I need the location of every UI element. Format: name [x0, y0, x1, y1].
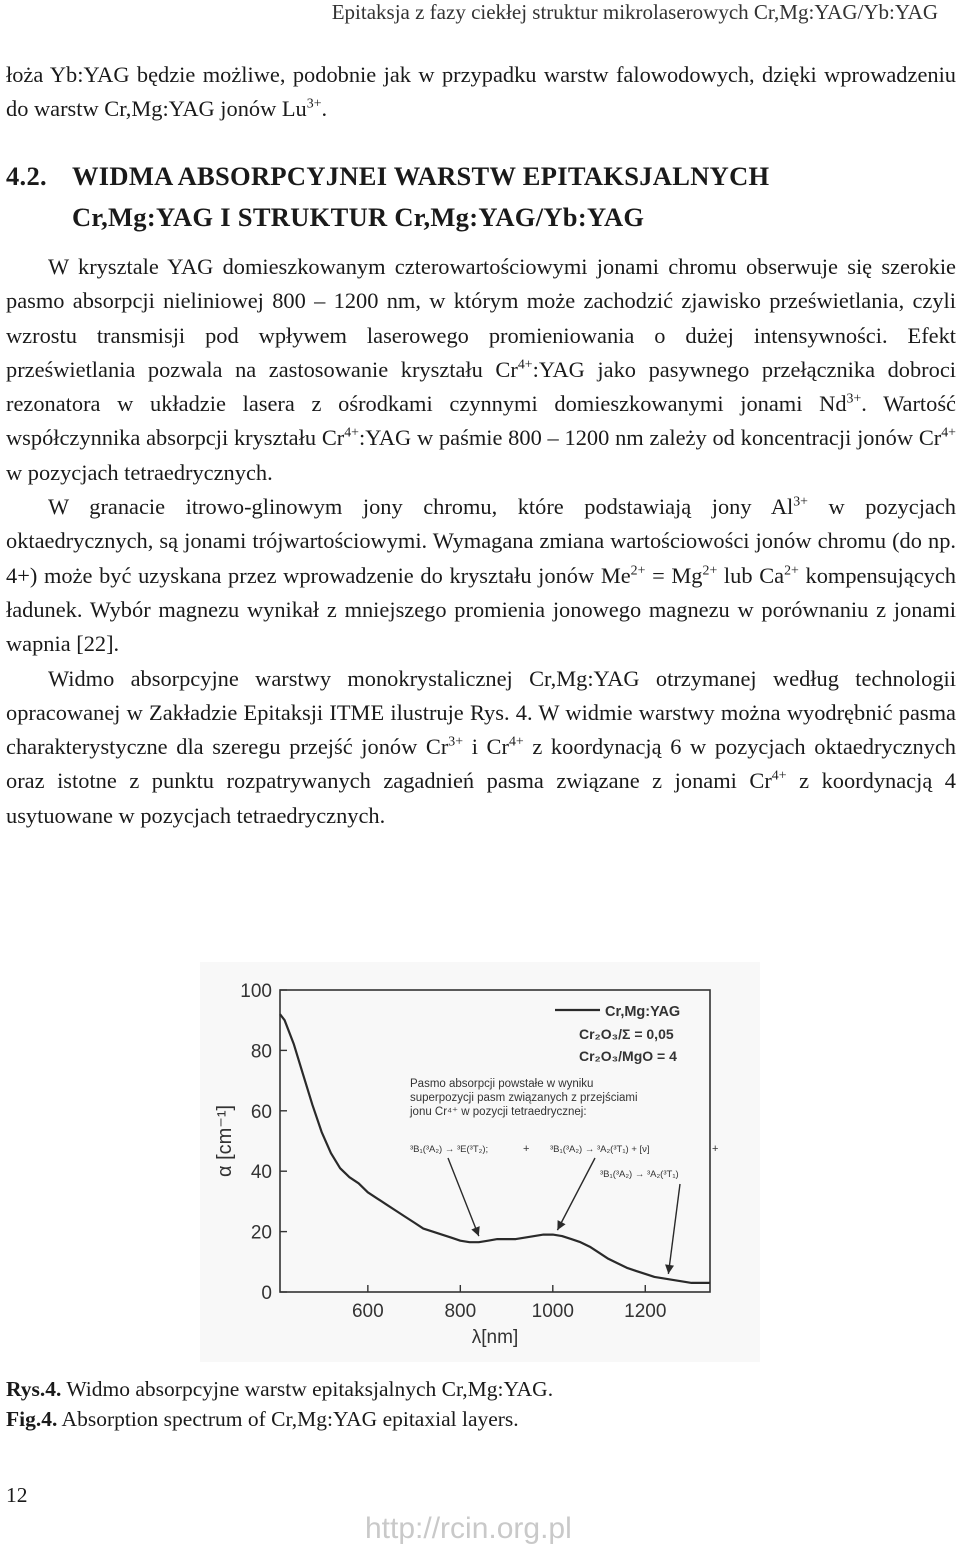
paragraph-1: W krysztale YAG domieszkowanym czterowartościowymi jonami chromu obserwuje się szerokie pasmo absorpcji nieliniowej 800 – 1200 nm, w którym może zachodzić zjawisko prześwietlania, czyli wzrostu transmisji pod wpływem laserowego promieniowania o dużej intensywności. Efekt prześwietlania pozwala na zastosowanie kryształu $Cr^{4+}:YAG$ jako pasywnego przełącznika dobroci rezonatora w układzie lasera z ośrodkami czynnymi domieszkowanymi jonami $Nd^{3+}$. Wartość współczynnika absorpcji kryształu $Cr^{4+}:YAG$ w paśmie 800 – 1200 nm zależy od koncentracji jonów $Cr^{4+}$ w pozycjach tetraedrycznych. [6, 254, 957, 485]
y-tick-label: 20 [250, 1222, 272, 1244]
section-title-line2: Cr,Mg:YAG I STRUKTUR Cr,Mg:YAG/Yb:YAG [72, 202, 645, 232]
legend-composition-1: Cr₂O₃/Σ = 0,05 [579, 1026, 674, 1042]
figure-background [200, 962, 760, 1362]
y-tick-label: 80 [250, 1041, 272, 1063]
figure-captions [6, 1374, 553, 1434]
x-tick-label: 600 [351, 1301, 384, 1322]
running-head: Epitaksja z fazy ciekłej struktur mikrolaserowych Cr,Mg:YAG/Yb:YAG [331, 0, 938, 24]
x-tick-label: 1000 [531, 1301, 574, 1322]
annotation-plus-1: + [523, 1143, 530, 1155]
y-tick-label: 60 [250, 1101, 272, 1123]
caption-english: Fig.4. Absorption spectrum of Cr,Mg:YAG epitaxial layers. [6, 1407, 519, 1431]
y-axis-label: α [cm⁻¹] [214, 1104, 236, 1178]
paragraph-2: W granacie itrowo-glinowym jony chromu, które podstawiają jony $Al^{3+}$ w pozycjach oktaedrycznych, są jonami trójwartościowymi. Wymagana zmiana wartościowości jonów chromu (do np. 4+) może być uzyskana przez wprowadzenie do kryształu jonów $Me^{2+} = Mg^{2+}$ lub $Ca^{2+}$ kompensujących ładunek. Wybór magnezu wynikał z mniejszego promienia jonowego magnezu w porównaniu z jonami wapnia [22]. [6, 494, 956, 657]
legend-composition-2: Cr₂O₃/MgO = 4 [579, 1048, 677, 1064]
absorption-chart [200, 962, 760, 1362]
annotation-line-1: Pasmo absorpcji powstałe w wyniku [410, 1078, 594, 1090]
x-tick-label: 1200 [624, 1301, 667, 1322]
x-tick-label: 800 [444, 1301, 477, 1322]
annotation-transition-1: ³B₁(³A₂) → ³E(³T₂); [410, 1144, 489, 1155]
annotation-transition-3: ³B₁(³A₂) → ³A₂(³T₁) [600, 1169, 679, 1180]
annotation-plus-2: + [712, 1143, 719, 1155]
y-tick-label: 40 [250, 1162, 272, 1184]
y-tick-label: 0 [261, 1283, 272, 1304]
annotation-line-2: superpozycji pasm związanych z przejściami [410, 1092, 638, 1104]
chart-svg [200, 962, 760, 1362]
y-tick-label: 100 [240, 981, 272, 1002]
paragraph-3: Widmo absorpcyjne warstwy monokrystalicznej Cr,Mg:YAG otrzymanej według technologii opracowanej w Zakładzie Epitaksji ITME ilustruje Rys. 4. W widmie warstwy można wyodrębnić pasma charakterystyczne dla szeregu przejść jonów $Cr^{3+}$ i $Cr^{4+}$ z koordynacją 6 w pozycjach oktaedrycznych oraz istotne z punktu rozpatrywanych zagadnień pasma związane z jonami $Cr^{4+}$ z koordynacją 4 usytuowane w pozycjach tetraedrycznych. [6, 665, 956, 828]
body-text [6, 250, 956, 833]
caption-polish: Rys.4. Widmo absorpcyjne warstw epitaksjalnych Cr,Mg:YAG. [6, 1377, 554, 1401]
annotation-line-3: jonu Cr⁴⁺ w pozycji tetraedrycznej: [410, 1106, 587, 1118]
footer-url[interactable]: http://rcin.org.pl [365, 1512, 572, 1545]
section-heading [6, 156, 946, 238]
x-axis-label: λ[nm] [471, 1327, 519, 1348]
annotation-transition-2: ³B₁(³A₂) → ³A₂(³T₁) + [ν] [550, 1144, 650, 1155]
legend-title: Cr,Mg:YAG [605, 1004, 681, 1020]
section-number: 4.2. [6, 161, 47, 191]
page-number: 12 [6, 1483, 28, 1507]
section-title-line1: WIDMA ABSORPCYJNEI WARSTW EPITAKSJALNYCH [72, 161, 770, 191]
intro-paragraph: łoża Yb:YAG będzie możliwe, podobnie jak w przypadku warstw falowodowych, dzięki wprowadzeniu do warstw Cr,Mg:YAG jonów $Lu^{3+}$. [6, 62, 956, 122]
